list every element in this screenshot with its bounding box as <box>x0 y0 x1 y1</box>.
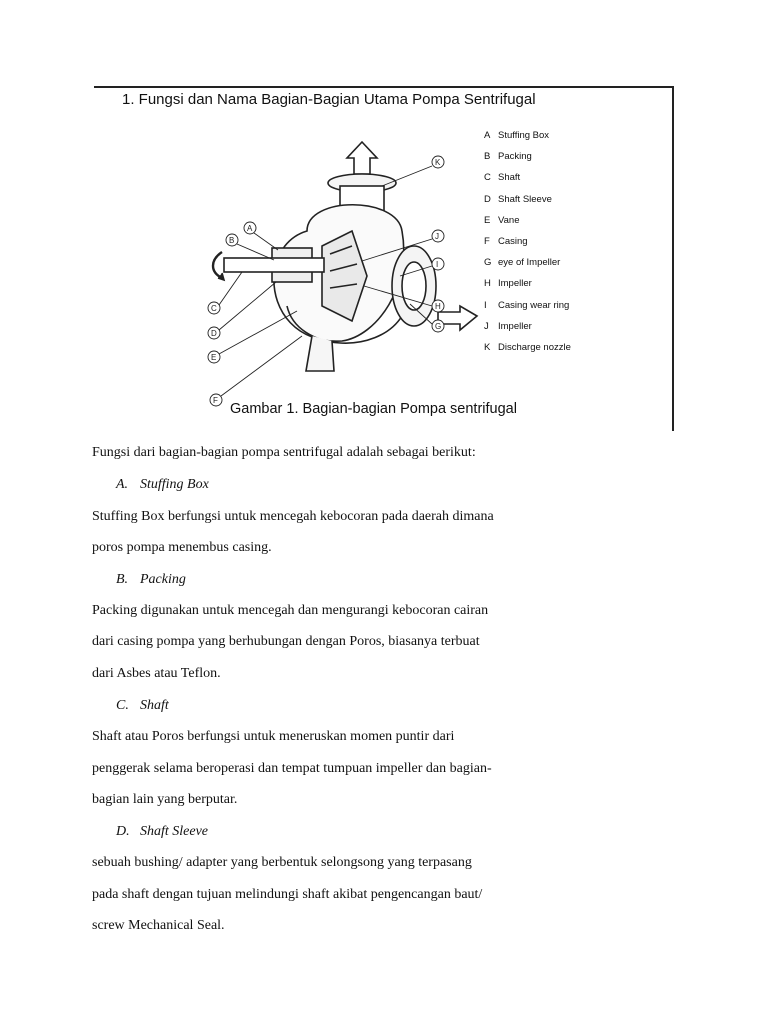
paragraph-line: pada shaft dengan tujuan melindungi shaft akibat pengencangan baut/ <box>92 887 483 902</box>
legend-item: D Shaft Sleeve <box>484 193 552 205</box>
paragraph-line: Packing digunakan untuk mencegah dan mengurangi kebocoran cairan <box>92 603 489 618</box>
legend-item: K Discharge nozzle <box>484 341 571 353</box>
svg-text:K: K <box>435 158 441 167</box>
section-heading-shaft-sleeve: D. Shaft Sleeve <box>116 824 209 839</box>
svg-text:D: D <box>211 329 217 338</box>
parts-legend <box>484 130 571 363</box>
legend-item: G eye of Impeller <box>484 257 561 269</box>
svg-text:G: G <box>435 322 442 331</box>
legend-item: B Packing <box>484 151 532 163</box>
figure-title: 1. Fungsi dan Nama Bagian-Bagian Utama Pompa Sentrifugal <box>122 91 536 108</box>
section-heading-shaft: C. Shaft <box>116 698 169 713</box>
discharge-arrow <box>347 142 377 174</box>
legend-item: F Casing <box>484 235 528 247</box>
svg-text:J: J <box>435 232 439 241</box>
callout-a <box>244 222 278 250</box>
paragraph-line: screw Mechanical Seal. <box>92 918 225 933</box>
paragraph-line: sebuah bushing/ adapter yang berbentuk selongsong yang terpasang <box>92 855 472 870</box>
paragraph-line: Stuffing Box berfungsi untuk mencegah kebocoran pada daerah dimana <box>92 509 494 524</box>
legend-item: J Impeller <box>484 320 532 332</box>
legend-item: H Impeller <box>484 278 532 290</box>
paragraph-line: poros pompa menembus casing. <box>92 540 272 555</box>
svg-text:I: I <box>436 260 439 269</box>
legend-item: I Casing wear ring <box>484 299 570 311</box>
paragraph-line: dari Asbes atau Teflon. <box>92 666 221 681</box>
paragraph-line: dari casing pompa yang berhubungan dengan Poros, biasanya terbuat <box>92 634 480 649</box>
paragraph-line: Shaft atau Poros berfungsi untuk meneruskan momen puntir dari <box>92 729 455 744</box>
paragraph-line: penggerak selama beroperasi dan tempat tumpuan impeller dan bagian- <box>92 761 492 776</box>
callout-e <box>208 311 297 363</box>
section-heading-stuffing-box: A. Stuffing Box <box>116 477 209 492</box>
intro-paragraph: Fungsi dari bagian-bagian pompa sentrifugal adalah sebagai berikut: <box>92 445 476 460</box>
figure-caption: Gambar 1. Bagian-bagian Pompa sentrifugal <box>230 401 517 417</box>
svg-text:A: A <box>247 224 253 233</box>
callout-b <box>226 234 274 260</box>
pump-drawing <box>213 142 477 371</box>
svg-text:C: C <box>211 304 217 313</box>
legend-item: C Shaft <box>484 172 521 184</box>
svg-text:F: F <box>213 396 218 405</box>
svg-text:B: B <box>229 236 235 245</box>
pump-foot <box>306 336 334 371</box>
svg-text:E: E <box>211 353 217 362</box>
legend-item: A Stuffing Box <box>484 130 550 141</box>
callout-c <box>208 272 242 314</box>
centrifugal-pump-illustration <box>202 136 482 405</box>
svg-text:H: H <box>435 302 441 311</box>
callout-f <box>210 336 302 406</box>
pump-figure <box>94 86 674 431</box>
shaft <box>224 258 324 272</box>
paragraph-line: bagian lain yang berputar. <box>92 792 238 807</box>
section-heading-packing: B. Packing <box>116 572 186 587</box>
legend-item: E Vane <box>484 214 520 226</box>
rotation-arrow <box>213 252 222 278</box>
